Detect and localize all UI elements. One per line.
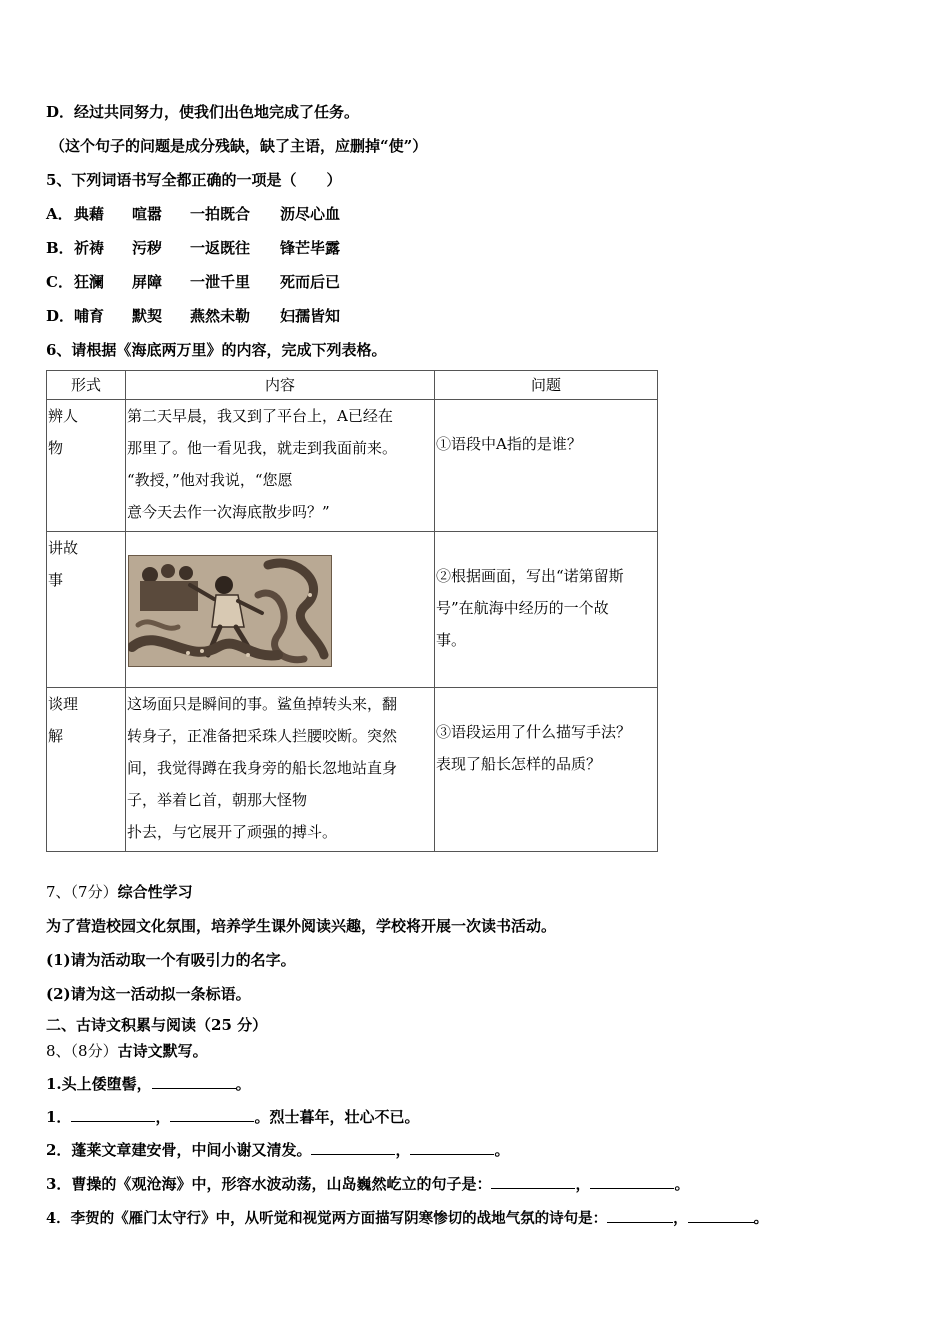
- word: 哺育: [74, 307, 105, 325]
- cell-line: 谈理: [48, 695, 79, 713]
- word: 狂澜: [74, 273, 105, 291]
- cell-line: ①语段中A指的是谁？: [436, 435, 582, 453]
- word: 一泄千里: [190, 273, 251, 291]
- q5-option-b: [46, 238, 358, 258]
- answer-blank[interactable]: [688, 1208, 754, 1223]
- word: 污秽: [132, 239, 163, 257]
- word: 默契: [132, 307, 163, 325]
- option-letter: A．: [46, 205, 73, 223]
- cell-line: 转身子，正准备把采珠人拦腰咬断。突然: [127, 727, 398, 745]
- cell-line: 子，举着匕首，朝那大怪物: [127, 791, 308, 809]
- cell-form: [47, 688, 126, 852]
- cell-line: 讲故: [48, 539, 79, 557]
- cell-line: 意今天去作一次海底散步吗？”: [127, 503, 330, 521]
- cell-line: 那里了。他一看见我，就走到我面前来。: [127, 439, 398, 457]
- word: 一返既往: [190, 239, 251, 257]
- q5-option-c: [46, 272, 358, 292]
- q5-option-a: [46, 204, 358, 224]
- q8-item: [46, 1174, 689, 1194]
- item-text: 1.头上倭堕髻，: [46, 1075, 152, 1093]
- cell-line: 间，我觉得蹲在我身旁的船长忽地站直身: [127, 759, 398, 777]
- item-text: ，: [155, 1108, 171, 1126]
- cell-line: 表现了船长怎样的品质？: [436, 755, 602, 773]
- item-text: 。烈士暮年，壮心不已。: [254, 1108, 420, 1126]
- item-text: 3．曹操的《观沧海》中，形容水波动荡，山岛巍然屹立的句子是：: [46, 1175, 492, 1193]
- header-question: 问题: [435, 371, 658, 400]
- q8-stem-prefix: 8、（8分）: [46, 1042, 118, 1060]
- cell-question: [435, 400, 658, 532]
- item-text: 。: [494, 1141, 510, 1159]
- answer-blank[interactable]: [491, 1174, 575, 1189]
- word: 锋芒毕露: [280, 239, 341, 257]
- q7-stem: [46, 882, 193, 902]
- item-text: 4．李贺的《雁门太守行》中，从听觉和视觉两方面描写阴寒惨切的战地气氛的诗句是：: [46, 1210, 608, 1227]
- cell-question: [435, 532, 658, 688]
- cell-line: 物: [48, 439, 64, 457]
- cell-content: [126, 532, 435, 688]
- section-2-title: 二、古诗文积累与阅读（25 分）: [46, 1016, 268, 1034]
- option-letter: B．: [46, 239, 74, 257]
- answer-blank[interactable]: [590, 1174, 674, 1189]
- option-letter: D．: [46, 307, 75, 325]
- q4-note: （这个句子的问题是成分残缺，缺了主语，应删掉“使”）: [50, 137, 428, 155]
- word: 屏障: [132, 273, 163, 291]
- q6-stem: 6、请根据《海底两万里》的内容，完成下列表格。: [46, 341, 387, 359]
- q4-option-d: [46, 102, 359, 122]
- word: 死而后已: [280, 273, 341, 291]
- answer-blank[interactable]: [71, 1107, 155, 1122]
- answer-blank[interactable]: [410, 1140, 494, 1155]
- q8-stem-title: 古诗文默写。: [117, 1042, 208, 1060]
- answer-blank[interactable]: [170, 1107, 254, 1122]
- q7-item-1: (1)请为活动取一个有吸引力的名字。: [46, 951, 296, 969]
- table-row: [47, 532, 658, 688]
- q6-table: [46, 370, 658, 852]
- q7-intro: 为了营造校园文化氛围，培养学生课外阅读兴趣，学校将开展一次读书活动。: [46, 917, 557, 935]
- cell-line: ③语段运用了什么描写手法？: [436, 723, 632, 741]
- item-text: 1．: [46, 1108, 72, 1126]
- q8-item: [46, 1074, 251, 1094]
- cell-line: 辨人: [48, 407, 79, 425]
- q5-option-d: [46, 306, 358, 326]
- item-text: ，: [395, 1141, 411, 1159]
- cell-content: [126, 688, 435, 852]
- header-content: 内容: [126, 371, 435, 400]
- cell-line: 事。: [436, 631, 467, 649]
- q7-item-2: (2)请为这一活动拟一条标语。: [46, 985, 251, 1003]
- table-row: [47, 400, 658, 532]
- q5-stem: 5、下列词语书写全都正确的一项是（ ）: [46, 171, 342, 189]
- word: 祈祷: [74, 239, 105, 257]
- table-header-row: [47, 371, 658, 400]
- header-form: 形式: [47, 371, 126, 400]
- q8-item: [46, 1208, 768, 1229]
- table-row: [47, 688, 658, 852]
- answer-blank[interactable]: [311, 1140, 395, 1155]
- word: 典藉: [74, 205, 105, 223]
- option-letter: C．: [46, 273, 73, 291]
- option-text: 经过共同努力，使我们出色地完成了任务。: [74, 103, 360, 121]
- cell-line: 扑去，与它展开了顽强的搏斗。: [127, 823, 338, 841]
- cell-question: [435, 688, 658, 852]
- word: 妇孺皆知: [280, 307, 341, 325]
- option-letter: D．: [46, 103, 75, 121]
- word: 燕然未勒: [190, 307, 251, 325]
- q8-item: [46, 1140, 509, 1160]
- item-text: 。: [235, 1075, 251, 1093]
- sea-monster-illustration: [128, 555, 332, 667]
- q8-item: [46, 1107, 419, 1127]
- cell-form: [47, 532, 126, 688]
- answer-blank[interactable]: [607, 1208, 673, 1223]
- cell-line: 事: [48, 571, 64, 589]
- cell-line: ②根据画面，写出“诺第留斯: [436, 567, 624, 585]
- item-text: 2．蓬莱文章建安骨，中间小谢又清发。: [46, 1141, 312, 1159]
- cell-line: 号”在航海中经历的一个故: [436, 599, 609, 617]
- word: 沥尽心血: [280, 205, 341, 223]
- cell-line: 第二天早晨，我又到了平台上，A已经在: [127, 407, 393, 425]
- cell-content: [126, 400, 435, 532]
- q7-stem-title: 综合性学习: [117, 883, 193, 901]
- answer-blank[interactable]: [152, 1074, 236, 1089]
- item-text: ，: [673, 1210, 688, 1227]
- cell-line: “教授，”他对我说，“您愿: [127, 471, 293, 489]
- q7-stem-prefix: 7、（7分）: [46, 883, 118, 901]
- item-text: 。: [753, 1210, 769, 1227]
- word: 喧嚣: [132, 205, 163, 223]
- item-text: ，: [575, 1175, 591, 1193]
- cell-line: 这场面只是瞬间的事。鲨鱼掉转头来，翻: [127, 695, 398, 713]
- q8-stem: [46, 1041, 208, 1061]
- word: 一拍既合: [190, 205, 251, 223]
- cell-line: 解: [48, 727, 64, 745]
- cell-form: [47, 400, 126, 532]
- item-text: 。: [674, 1175, 690, 1193]
